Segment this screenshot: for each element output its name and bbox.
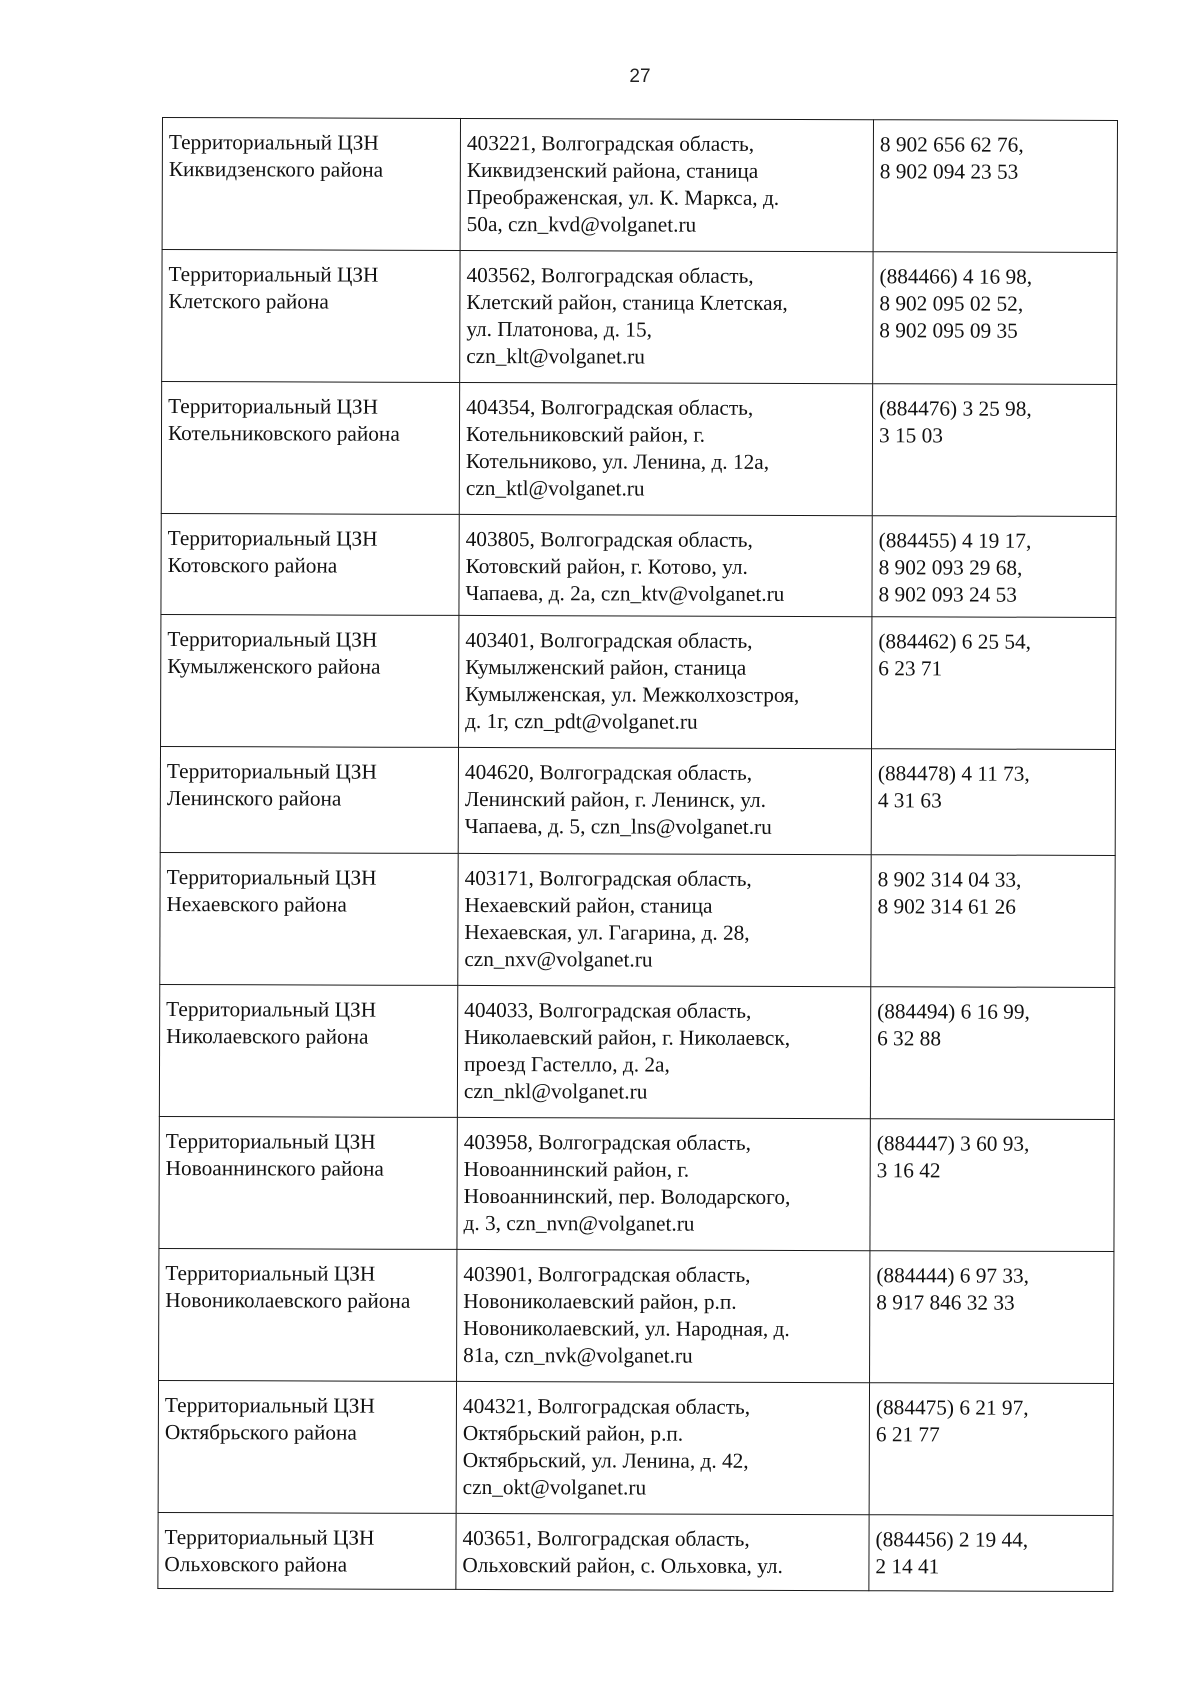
address-cell: 403401, Волгоградская область, Кумылженский район, станица Кумылженская, ул. Межколхозстроя, д. 1г, czn_pdt@volganet.ru xyxy=(459,615,872,748)
phone-cell: (884476) 3 25 98, 3 15 03 xyxy=(872,384,1116,517)
address-cell: 404354, Волгоградская область, Котельниковский район, г. Котельниково, ул. Ленина, д. 12а, czn_ktl@volganet.ru xyxy=(459,382,872,515)
address-cell: 403562, Волгоградская область, Клетский район, станица Клетская, ул. Платонова, д. 15, czn_klt@volganet.ru xyxy=(460,250,873,383)
phone-cell: 8 902 314 04 33, 8 902 314 61 26 xyxy=(871,855,1115,988)
center-name-cell: Территориальный ЦЗН Ленинского района xyxy=(160,746,458,853)
address-cell: 403171, Волгоградская область, Нехаевский район, станица Нехаевская, ул. Гагарина, д. 28, czn_nxv@volganet.ru xyxy=(458,853,871,986)
phone-cell: 8 902 656 62 76, 8 902 094 23 53 xyxy=(873,120,1117,253)
table-row xyxy=(159,1248,1114,1383)
page-number: 27 xyxy=(629,66,651,87)
table-row xyxy=(160,746,1115,855)
address-cell: 403221, Волгоградская область, Киквидзенский района, станица Преображенская, ул. К. Маркса, д. 50а, czn_kvd@volganet.ru xyxy=(460,118,873,251)
address-cell: 403958, Волгоградская область, Новоаннинский район, г. Новоаннинский, пер. Володарского, д. 3, czn_nvn@volganet.ru xyxy=(457,1117,870,1250)
table-row xyxy=(162,118,1117,253)
table-row xyxy=(159,1116,1114,1251)
center-name-cell: Территориальный ЦЗН Котовского района xyxy=(161,513,459,615)
center-name-cell: Территориальный ЦЗН Киквидзенского района xyxy=(162,118,460,251)
center-name-cell: Территориальный ЦЗН Клетского района xyxy=(162,250,460,383)
table-row xyxy=(161,614,1116,749)
phone-cell: (884447) 3 60 93, 3 16 42 xyxy=(870,1119,1114,1252)
phone-cell: (884456) 2 19 44, 2 14 41 xyxy=(869,1515,1113,1592)
phone-cell: (884444) 6 97 33, 8 917 846 32 33 xyxy=(870,1251,1114,1384)
center-name-cell: Территориальный ЦЗН Новониколаевского района xyxy=(159,1248,457,1381)
address-cell: 404620, Волгоградская область, Ленинский район, г. Ленинск, ул. Чапаева, д. 5, czn_lns@volganet.ru xyxy=(458,747,871,854)
phone-cell: (884475) 6 21 97, 6 21 77 xyxy=(869,1383,1113,1516)
address-cell: 404033, Волгоградская область, Николаевский район, г. Николаевск, проезд Гастелло, д. 2а, czn_nkl@volganet.ru xyxy=(457,985,870,1118)
phone-cell: (884494) 6 16 99, 6 32 88 xyxy=(870,987,1114,1120)
address-cell: 403651, Волгоградская область, Ольховский район, с. Ольховка, ул. xyxy=(456,1513,869,1590)
center-name-cell: Территориальный ЦЗН Котельниковского района xyxy=(161,382,459,515)
address-cell: 403901, Волгоградская область, Новониколаевский район, р.п. Новониколаевский, ул. Народная, д. 81а, czn_nvk@volganet.ru xyxy=(457,1249,870,1382)
center-name-cell: Территориальный ЦЗН Нехаевского района xyxy=(160,852,458,985)
center-name-cell: Территориальный ЦЗН Ольховского района xyxy=(158,1512,456,1589)
table-row xyxy=(160,852,1115,987)
phone-cell: (884462) 6 25 54, 6 23 71 xyxy=(872,617,1116,750)
table-row xyxy=(162,250,1117,385)
table-row xyxy=(161,382,1116,517)
center-name-cell: Территориальный ЦЗН Николаевского района xyxy=(159,984,457,1117)
table-row xyxy=(158,1380,1113,1515)
employment-centers-table xyxy=(157,117,1118,1592)
center-name-cell: Территориальный ЦЗН Октябрьского района xyxy=(158,1380,456,1513)
address-cell: 404321, Волгоградская область, Октябрьский район, р.п. Октябрьский, ул. Ленина, д. 42, czn_okt@volganet.ru xyxy=(456,1381,869,1514)
center-name-cell: Территориальный ЦЗН Кумылженского района xyxy=(161,614,459,747)
phone-cell: (884466) 4 16 98, 8 902 095 02 52, 8 902 095 09 35 xyxy=(873,252,1117,385)
center-name-cell: Территориальный ЦЗН Новоаннинского района xyxy=(159,1116,457,1249)
table-row xyxy=(158,1512,1113,1591)
table-row xyxy=(161,513,1116,617)
phone-cell: (884455) 4 19 17, 8 902 093 29 68, 8 902 093 24 53 xyxy=(872,516,1116,618)
phone-cell: (884478) 4 11 73, 4 31 63 xyxy=(871,749,1115,856)
address-cell: 403805, Волгоградская область, Котовский район, г. Котово, ул. Чапаева, д. 2а, czn_ktv@volganet.ru xyxy=(459,514,872,616)
table-row xyxy=(159,984,1114,1119)
